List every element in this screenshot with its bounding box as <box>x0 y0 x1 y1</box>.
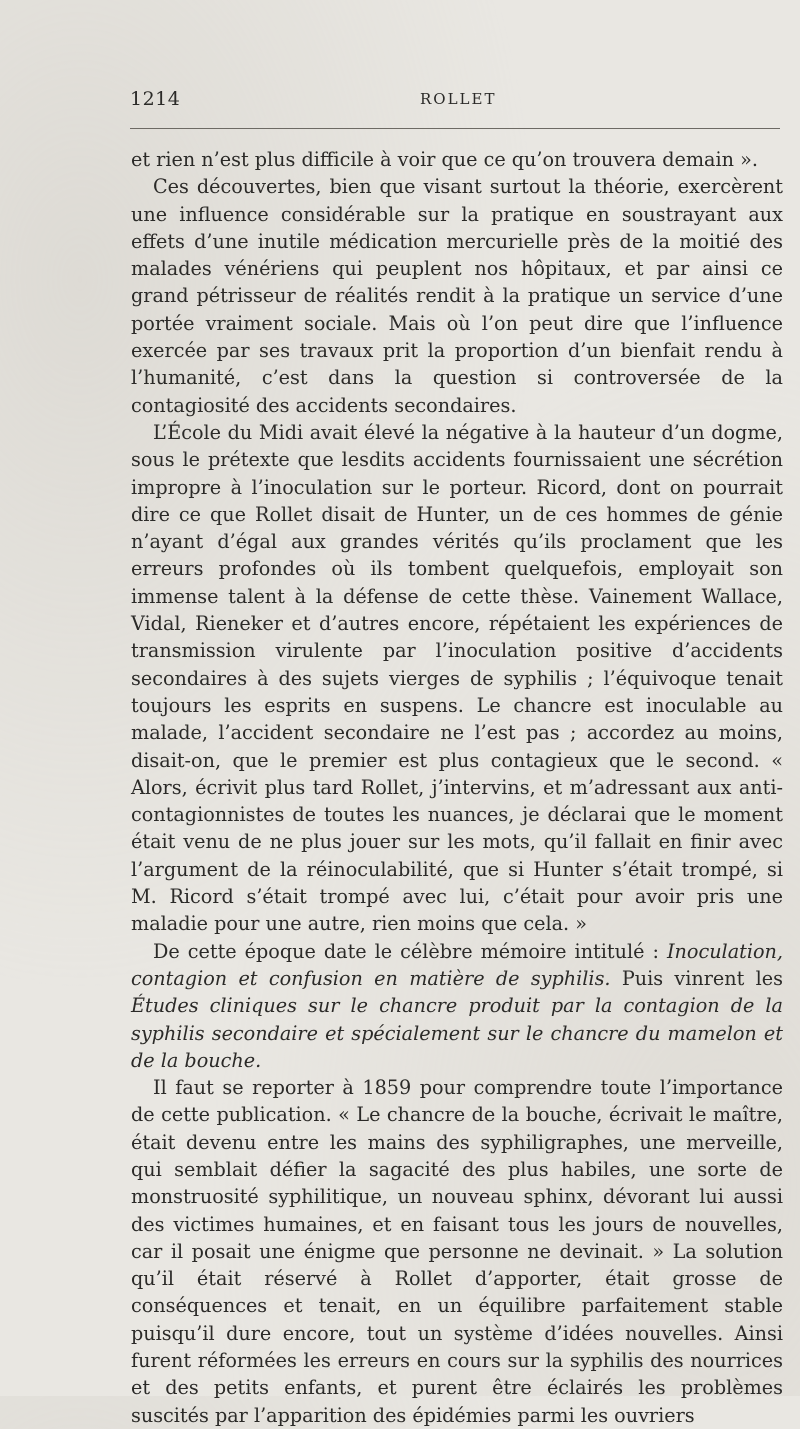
clinical-studies-title: Études cliniques sur le chancre produit par la contagion de la syphilis secondaire et spécialement sur le chancre du mamelon et de la bouche. <box>131 994 783 1072</box>
paragraph-5: Il faut se reporter à 1859 pour comprendre toute l’importance de cette publication. « Le chancre de la bouche, écrivait le maître, était devenu entre les mains des syphiligraphes, une merveille, qui semblait défier la sagacité des plus habiles, une sorte de monstruosité syphilitique, un nouveau sphinx, dévorant lui aussi des victimes humaines, et en faisant tous les jours de nouvelles, car il posait une énigme que personne ne devinait. » La solution qu’il était réservé à Rollet d’apporter, était grosse de conséquences et tenait, en un équilibre parfaitement stable puisqu’il dure encore, tout un système d’idées nouvelles. Ainsi furent réformées les erreurs en cours sur la syphilis des nourrices et des petits enfants, et purent être éclairés les problèmes suscités par l’apparition des épidémies parmi les ouvriers <box>131 1076 783 1427</box>
paragraph-4 <box>131 938 783 1074</box>
paragraph-1: et rien n’est plus difficile à voir que ce qu’on trouvera demain ». <box>131 148 758 171</box>
page-number: 1214 <box>130 88 181 110</box>
running-head: ROLLET <box>420 90 497 108</box>
memoir-title: Inoculation, contagion et confusion en matière de syphilis. <box>131 939 783 990</box>
paragraph-3: L’École du Midi avait élevé la négative à la hauteur d’un dogme, sous le prétexte que lesdits accidents fournissaient une sécrétion impropre à l’inoculation sur le porteur. Ricord, dont on pourrait dire ce que Rollet disait de Hunter, un de ces hommes de génie n’ayant d’égal aux grandes vérités qu’ils proclament que les erreurs profondes où ils tombent quelquefois, employait son immense talent à la défense de cette thèse. Vainement Wallace, Vidal, Rieneker et d’autres encore, répétaient les expériences de transmission virulente par l’inoculation positive d’accidents secondaires à des sujets vierges de syphilis ; l’équivoque tenait toujours les esprits en suspens. Le chancre est inoculable au malade, l’accident secondaire ne l’est pas ; accordez au moins, disait-on, que le premier est plus contagieux que le second. « Alors, écrivit plus tard Rollet, j’intervins, et m’adressant aux anti-contagionnistes de toutes les nuances, je déclarai que le moment était venu de ne plus jouer sur les mots, qu’il fallait en finir avec l’argument de la réinoculabilité, que si Hunter s’était trompé, si M. Ricord s’était trompé avec lui, c’était pour avoir pris une maladie pour une autre, rien moins que cela. » <box>131 420 783 936</box>
paragraph-4-intro: De cette époque date le célèbre mémoire intitulé : <box>153 939 659 963</box>
header-rule <box>130 128 780 129</box>
paragraph-4-mid: Puis vinrent les <box>621 966 783 990</box>
body-text <box>131 146 783 1429</box>
paragraph-2: Ces découvertes, bien que visant surtout la théorie, exercèrent une influence considérable sur la pratique en soustrayant aux effets d’une inutile médication mercurielle près de la moitié des malades vénériens qui peuplent nos hôpitaux, et par ainsi ce grand pétrisseur de réalités rendit à la pratique un service d’une portée vraiment sociale. Mais où l’on peut dire que l’influence exercée par ses travaux prit la proportion d’un bienfait rendu à l’humanité, c’est dans la question si controversée de la contagiosité des accidents secondaires. <box>131 175 783 417</box>
page-header <box>130 88 778 118</box>
